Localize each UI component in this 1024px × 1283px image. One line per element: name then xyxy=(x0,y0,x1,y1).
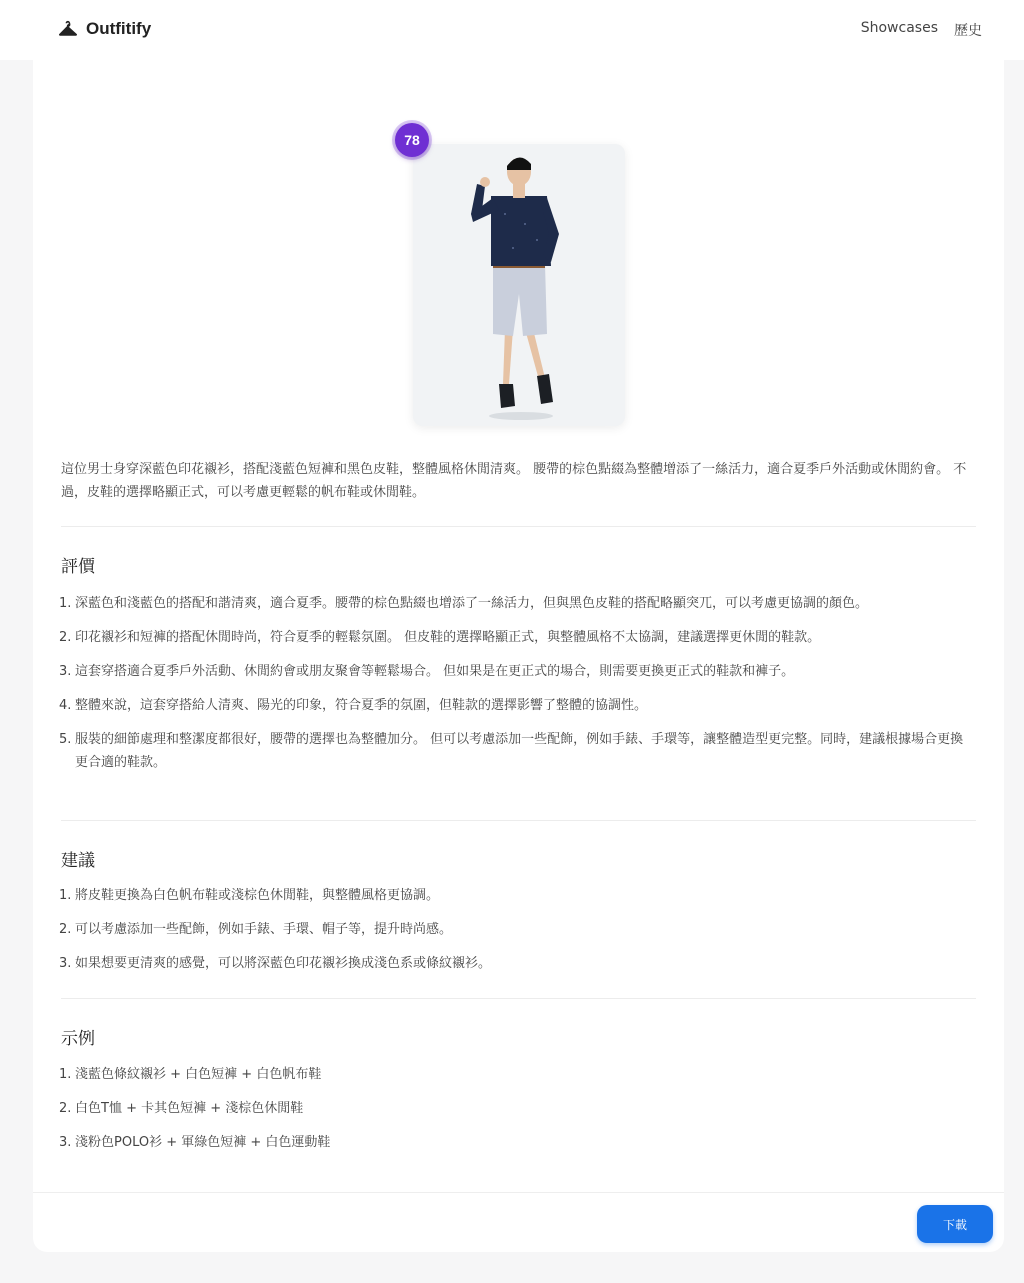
brand-name: Outfitify xyxy=(86,19,152,38)
list-item: 5. 服裝的細節處理和整潔度都很好，腰帶的選擇也為整體加分。 但可以考慮添加一些配飾，例如手錶、手環等，讓整體造型更完整。同時，建議根據場合更換更合適的鞋款。 xyxy=(59,732,964,770)
list-item: 1. 深藍色和淺藍色的搭配和諧清爽，適合夏季。腰帶的棕色點綴也增添了一絲活力，但與黑色皮鞋的搭配略顯突兀，可以考慮更協調的顏色。 xyxy=(59,596,869,611)
list-item: 2. 可以考慮添加一些配飾，例如手錶、手環、帽子等，提升時尚感。 xyxy=(59,922,453,937)
divider xyxy=(61,526,976,527)
outfit-photo xyxy=(413,144,625,426)
score-badge: 78 xyxy=(395,123,429,157)
brand[interactable] xyxy=(57,18,151,40)
nav-showcases-link[interactable]: Showcases xyxy=(860,20,938,36)
list-item: 2. 印花襯衫和短褲的搭配休閒時尚，符合夏季的輕鬆氛圍。 但皮鞋的選擇略顯正式，與整體風格不太協調，建議選擇更休閒的鞋款。 xyxy=(59,630,821,645)
nav-history-link[interactable]: 歷史 xyxy=(954,23,982,39)
evaluation-title: 評價 xyxy=(61,557,95,577)
top-nav xyxy=(861,20,982,40)
summary-text: 這位男士身穿深藍色印花襯衫，搭配淺藍色短褲和黑色皮鞋，整體風格休閒清爽。 腰帶的棕色點綴為整體增添了一絲活力，適合夏季戶外活動或休閒約會。 不過，皮鞋的選擇略顯正式，可以考慮更輕鬆的帆布鞋或休閒鞋。 xyxy=(61,462,967,500)
evaluation-list xyxy=(59,592,974,785)
list-item: 2. 白色T恤 + 卡其色短褲 + 淺棕色休閒鞋 xyxy=(59,1101,304,1116)
list-item: 1. 淺藍色條紋襯衫 + 白色短褲 + 白色帆布鞋 xyxy=(59,1067,322,1082)
hanger-logo-icon xyxy=(57,18,79,40)
list-item: 3. 這套穿搭適合夏季戶外活動、休閒約會或朋友聚會等輕鬆場合。 但如果是在更正式的場合，則需要更換更正式的鞋款和褲子。 xyxy=(59,664,795,679)
list-item: 3. 淺粉色POLO衫 + 軍綠色短褲 + 白色運動鞋 xyxy=(59,1135,331,1150)
download-button[interactable]: 下載 xyxy=(917,1205,993,1243)
top-bar xyxy=(0,0,1024,60)
list-item: 3. 如果想要更清爽的感覺，可以將深藍色印花襯衫換成淺色系或條紋襯衫。 xyxy=(59,956,492,971)
divider xyxy=(61,998,976,999)
person-illustration xyxy=(413,144,625,426)
suggestions-list xyxy=(59,884,974,986)
result-card xyxy=(33,60,1004,1252)
examples-list xyxy=(59,1063,974,1165)
footer-divider xyxy=(33,1192,1004,1193)
divider xyxy=(61,820,976,821)
suggestions-title: 建議 xyxy=(61,851,95,871)
list-item: 1. 將皮鞋更換為白色帆布鞋或淺棕色休閒鞋，與整體風格更協調。 xyxy=(59,888,440,903)
list-item: 4. 整體來說，這套穿搭給人清爽、陽光的印象，符合夏季的氛圍，但鞋款的選擇影響了整體的協調性。 xyxy=(59,698,648,713)
examples-title: 示例 xyxy=(61,1029,95,1049)
